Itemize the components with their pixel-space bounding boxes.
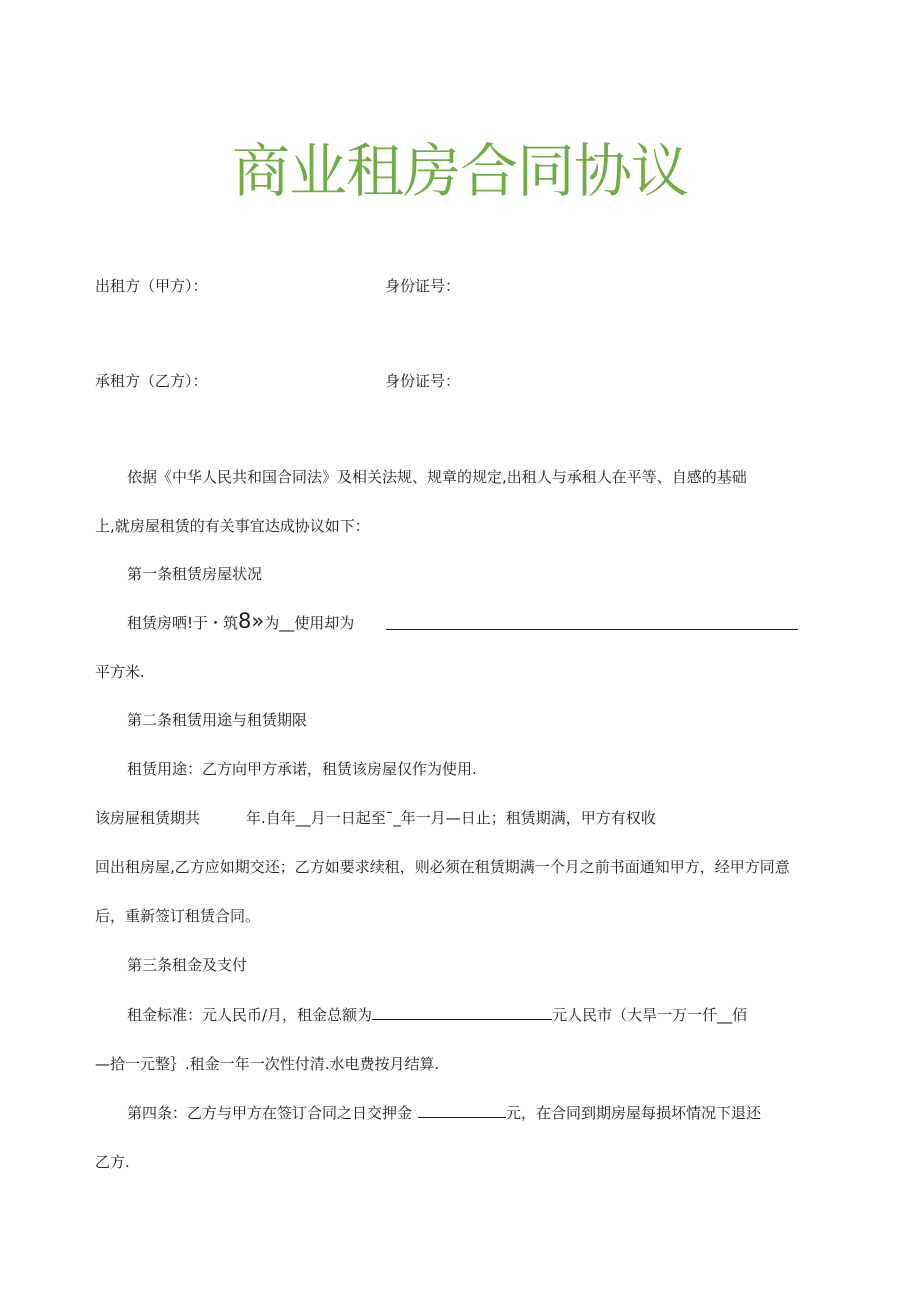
article-1-line-1: [127, 610, 354, 634]
article-2-use: 租赁用途：乙方向甲方承诺，租赁该房屋仅作为使用.: [127, 760, 477, 778]
article-2-term-label: 该房屉租赁期共: [95, 809, 201, 827]
article-2-term-line-2: 回出租房屋,乙方应如期交还；乙方如要求续租，则必须在租赁期满一个月之前书面通知甲方，经甲方同意: [95, 858, 790, 876]
lessee-id-label: 身份证号：: [385, 372, 461, 390]
document-title: 商业租房合同协议: [231, 137, 688, 205]
article-2-term-line-3: 后，重新签订租赁合同。: [95, 907, 261, 925]
article-3-line-1: [127, 1004, 747, 1026]
article-3-line-2: —拾一元整｝.租金一年一次性付清.水电费按月结算.: [95, 1055, 440, 1073]
article-2-term-line-1: 年.自年__月一日起至¯_年一月—日止；租赁期满，甲方有权收: [246, 809, 656, 827]
article-4-line-2: 乙方.: [95, 1153, 130, 1171]
deposit-blank: [418, 1103, 506, 1118]
article-1-text-a: 租赁房哂!于・筑: [127, 614, 239, 632]
article-4-text-b: 元，在合同到期房屋每损坏情况下退还: [506, 1104, 762, 1122]
rent-total-blank: [372, 1005, 552, 1020]
article-3-text-b: 元人民市（大旱一万一仟__佰: [552, 1006, 748, 1024]
article-4-line-1: [127, 1102, 761, 1124]
lessor-id-label: 身份证号：: [385, 277, 461, 295]
article-1-text-b: 8»: [238, 609, 265, 633]
article-4-text-a: 第四条：乙方与甲方在签订合同之日交押金: [127, 1104, 413, 1122]
area-blank-line: [386, 629, 798, 630]
article-1-heading: 第一条租赁房屋状况: [127, 565, 263, 583]
article-1-line-2: 平方米.: [95, 663, 145, 681]
lessee-label: 承租方（乙方）：: [95, 372, 208, 390]
intro-paragraph-line-1: 依据《中华人民共和国合同法》及相关法规、规章的规定,出租人与承租人在平等、自感的基础: [127, 468, 747, 486]
article-1-text-c: 为__使用却为: [264, 614, 355, 632]
lessor-label: 出租方（甲方）：: [95, 277, 208, 295]
article-3-heading: 第三条租金及支付: [127, 956, 248, 974]
intro-paragraph-line-2: 上,就房屋租赁的有关事宜达成协议如下：: [95, 517, 370, 535]
article-3-text-a: 租金标准：元人民币/月，租金总额为: [127, 1006, 373, 1024]
article-2-heading: 第二条租赁用途与租赁期限: [127, 711, 308, 729]
